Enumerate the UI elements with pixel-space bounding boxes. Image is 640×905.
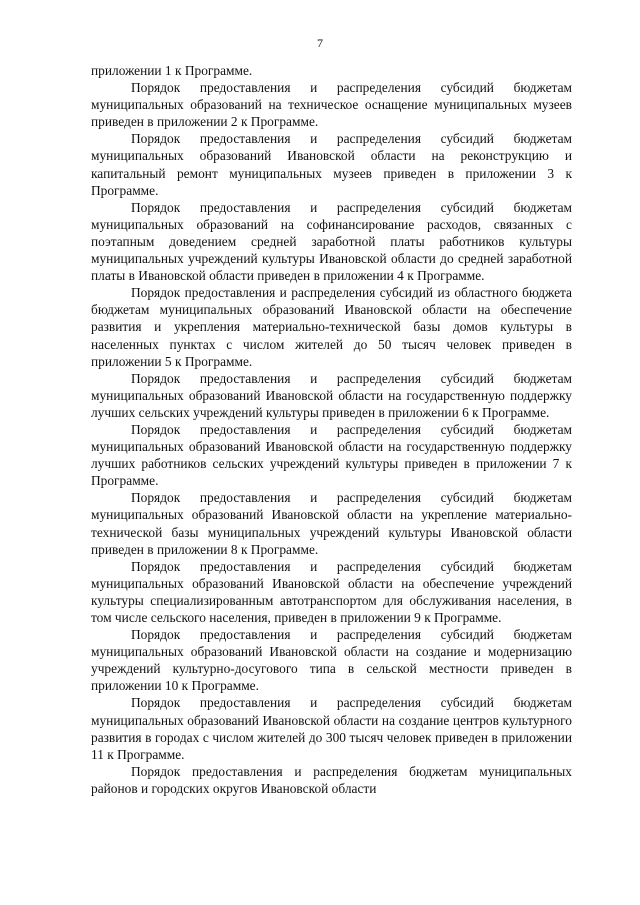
paragraph: Порядок предоставления и распределения субсидий бюджетам муниципальных образований на софинансирование расходов, связанных с поэтапным доведением средней заработной платы работников культуры муниципальных учреждений культуры Ивановской области до средней заработной платы в Ивановской области приведен в приложении 4 к Программе. — [91, 199, 572, 284]
paragraph: Порядок предоставления и распределения субсидий бюджетам муниципальных образований Ивановской области на укрепление материально-технической базы муниципальных учреждений культуры Ивановской области приведен в приложении 8 к Программе. — [91, 490, 572, 557]
paragraph: Порядок предоставления и распределения субсидий бюджетам муниципальных образований Ивановской области на создание и модернизацию учреждений культурно-досугового типа в сельской местности приведен в приложении 10 к Программе. — [91, 627, 572, 694]
paragraph: Порядок предоставления и распределения субсидий бюджетам муниципальных образований Ивановской области на государственную поддержку лучших работников сельских учреждений культуры приведен в приложении 7 к Программе. — [91, 421, 572, 489]
paragraph: Порядок предоставления и распределения субсидий бюджетам муниципальных образований на техническое оснащение муниципальных музеев приведен в приложении 2 к Программе. — [91, 80, 572, 130]
paragraph: приложении 1 к Программе. — [91, 63, 253, 78]
paragraph: Порядок предоставления и распределения субсидий бюджетам муниципальных образований Ивановской области на реконструкцию и капитальный ремонт муниципальных музеев приведен в приложении 3 к Программе. — [91, 131, 572, 198]
paragraph: Порядок предоставления и распределения субсидий из областного бюджета бюджетам муниципальных образований Ивановской области на обеспечение развития и укрепления материально-технической базы домов культуры в населенных пунктах с числом жителей до 50 тысяч человек приведен в приложении 5 к Программе. — [91, 285, 572, 369]
document-body — [91, 62, 572, 797]
page-number: 7 — [317, 36, 323, 50]
paragraph: Порядок предоставления и распределения субсидий бюджетам муниципальных образований Ивановской области на государственную поддержку лучших сельских учреждений культуры приведен в приложении 6 к Программе. — [91, 370, 572, 420]
paragraph: Порядок предоставления и распределения бюджетам муниципальных районов и городских округов Ивановской области — [91, 763, 572, 796]
paragraph: Порядок предоставления и распределения субсидий бюджетам муниципальных образований Ивановской области на обеспечение учреждений культуры специализированным автотранспортом для обслуживания населения, в том числе сельского населения, приведен в приложении 9 к Программе. — [91, 558, 572, 625]
paragraph: Порядок предоставления и распределения субсидий бюджетам муниципальных образований Ивановской области на создание центров культурного развития в городах с числом жителей до 300 тысяч человек приведен в приложении 11 к Программе. — [91, 695, 572, 762]
